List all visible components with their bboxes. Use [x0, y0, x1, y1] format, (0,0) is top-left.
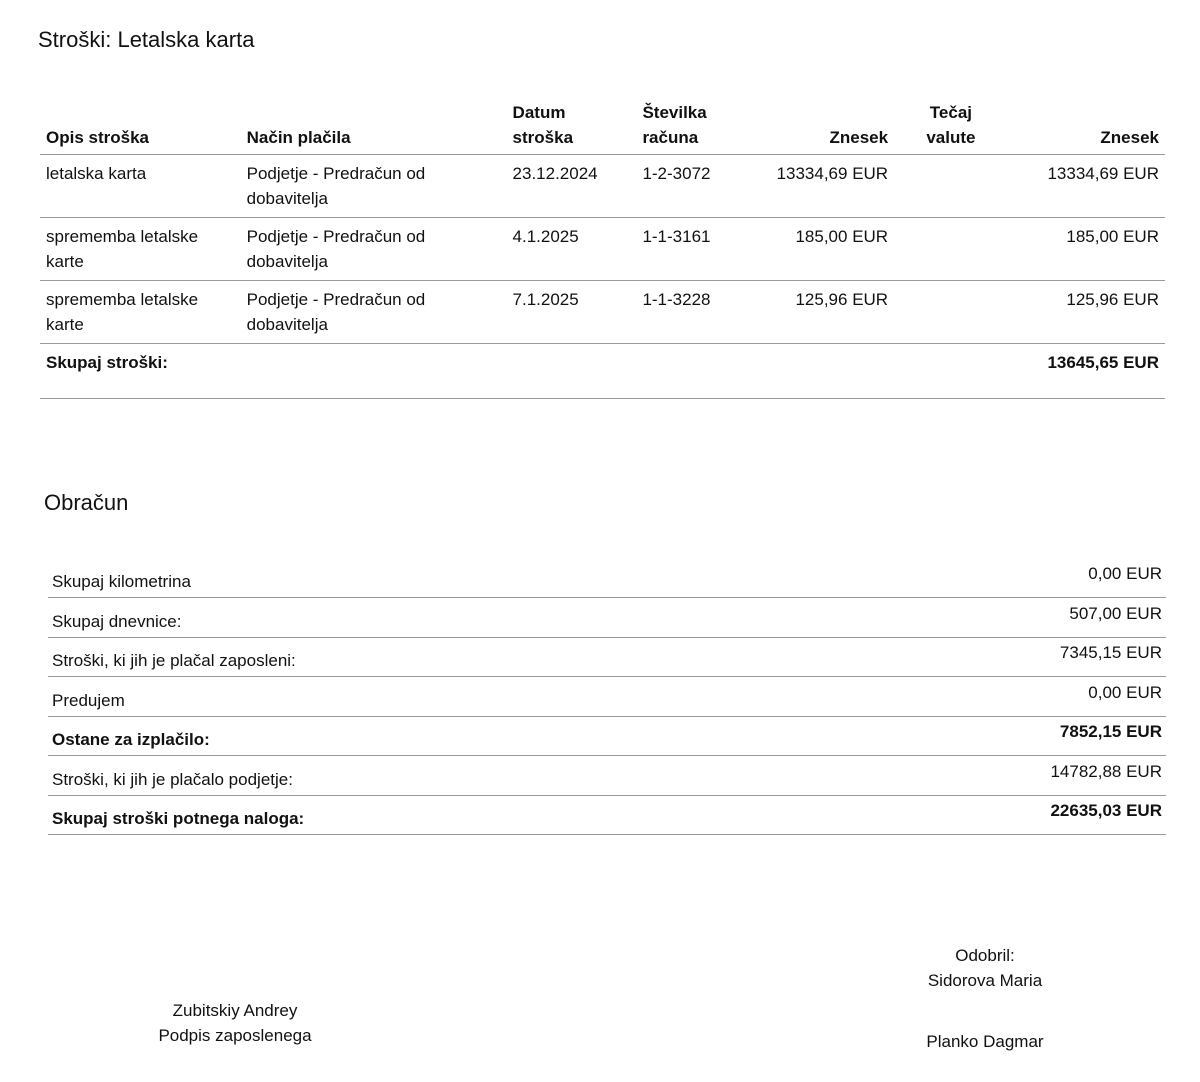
header-amount: Znesek [756, 100, 894, 155]
settlement-row-company-paid [48, 758, 1166, 796]
settlement-label: Stroški, ki jih je plačal zaposleni: [52, 651, 296, 670]
cost-amount-converted: 13334,69 EUR [1008, 155, 1165, 218]
header-invoice-line2: računa [642, 128, 699, 147]
approver-name: Sidorova Maria [927, 971, 1043, 990]
cost-amount-converted: 125,96 EUR [1008, 281, 1165, 344]
settlement-value: 0,00 EUR [1088, 682, 1162, 702]
cost-exchange-rate [894, 155, 1008, 218]
cost-invoice-number: 1-1-3228 [636, 281, 755, 344]
cost-date: 23.12.2024 [507, 155, 637, 218]
cost-payment-method: Podjetje - Predračun od dobavitelja [241, 155, 507, 218]
settlement-label: Skupaj kilometrina [52, 572, 191, 591]
settlement-label: Ostane za izplačilo: [52, 730, 210, 749]
header-date-line1: Datum [512, 103, 566, 122]
settlement-label: Predujem [52, 690, 125, 710]
cost-payment-method: Podjetje - Predračun od dobavitelja [241, 281, 507, 344]
cost-amount: 185,00 EUR [756, 218, 894, 281]
cost-amount: 125,96 EUR [756, 281, 894, 344]
settlement-row-remaining-payout [48, 718, 1166, 756]
settlement-row-mileage [48, 560, 1166, 598]
costs-table [40, 100, 1165, 399]
header-amount-converted: Znesek [1008, 100, 1165, 155]
settlement-value: 14782,88 EUR [1050, 761, 1162, 781]
cost-amount-converted: 185,00 EUR [1008, 218, 1165, 281]
settlement-row-per-diems [48, 600, 1166, 638]
settlement-label: Skupaj stroški potnega naloga: [52, 809, 305, 828]
costs-total-label: Skupaj stroški: [40, 344, 1008, 399]
cost-description: sprememba letalske karte [40, 218, 241, 281]
header-description: Opis stroška [40, 100, 241, 155]
settlement-label: Stroški, ki jih je plačalo podjetje: [52, 769, 293, 789]
cost-payment-method: Podjetje - Predračun od dobavitelja [241, 218, 507, 281]
settlement-row-travel-order-total [48, 797, 1166, 835]
costs-total-row [40, 344, 1165, 399]
settlement-row-employee-paid [48, 639, 1166, 677]
cost-invoice-number: 1-2-3072 [636, 155, 755, 218]
header-date [507, 100, 637, 155]
settlement-value: 7852,15 EUR [1059, 722, 1162, 741]
header-rate-line1: Tečaj [929, 103, 973, 122]
cost-row [40, 155, 1165, 218]
employee-name: Zubitskiy Andrey [172, 1001, 298, 1020]
header-invoice-number [636, 100, 755, 155]
cost-description: sprememba letalske karte [40, 281, 241, 344]
cost-exchange-rate [894, 281, 1008, 344]
employee-signature-caption: Podpis zaposlenega [158, 1026, 312, 1045]
cost-description: letalska karta [40, 155, 241, 218]
header-payment-method: Način plačila [241, 100, 507, 155]
settlement-row-advance [48, 679, 1166, 717]
settlement-value: 507,00 EUR [1069, 603, 1162, 623]
second-approver-block [905, 1029, 1065, 1054]
header-rate-line2: valute [926, 128, 976, 147]
cost-exchange-rate [894, 218, 1008, 281]
settlement-value: 22635,03 EUR [1050, 801, 1162, 820]
employee-signature-block [150, 998, 320, 1048]
approved-label: Odobril: [955, 946, 1015, 965]
costs-total-value: 13645,65 EUR [1008, 344, 1165, 399]
cost-row [40, 281, 1165, 344]
cost-row [40, 218, 1165, 281]
costs-section-title: Stroški: Letalska karta [38, 27, 255, 52]
header-exchange-rate [894, 100, 1008, 155]
settlement-value: 7345,15 EUR [1059, 643, 1162, 662]
header-invoice-line1: Številka [642, 103, 707, 122]
settlement-value: 0,00 EUR [1088, 564, 1162, 583]
cost-date: 7.1.2025 [507, 281, 637, 344]
header-date-line2: stroška [512, 128, 574, 147]
second-approver-name: Planko Dagmar [926, 1032, 1044, 1051]
cost-date: 4.1.2025 [507, 218, 637, 281]
settlement-section-title: Obračun [44, 490, 129, 515]
cost-amount: 13334,69 EUR [756, 155, 894, 218]
cost-invoice-number: 1-1-3161 [636, 218, 755, 281]
approval-block [905, 943, 1065, 993]
settlement-list [48, 560, 1166, 837]
settlement-label: Skupaj dnevnice: [52, 611, 182, 631]
costs-table-header-row [40, 100, 1165, 155]
